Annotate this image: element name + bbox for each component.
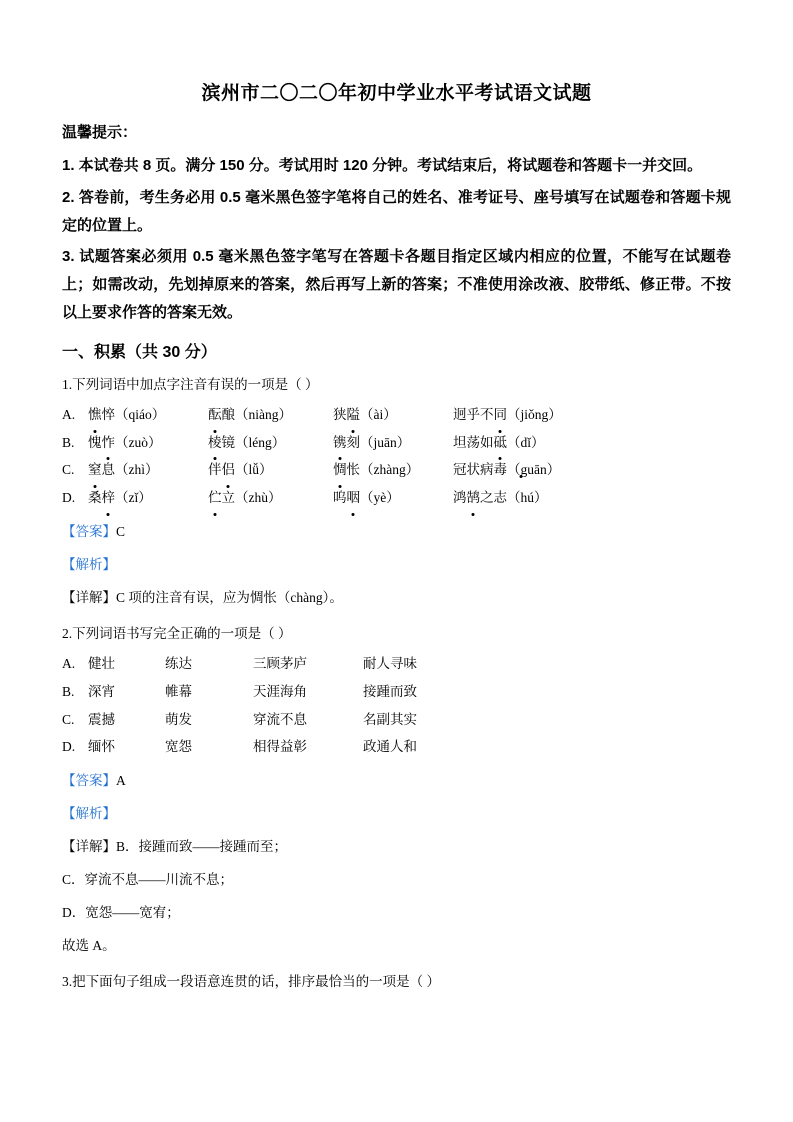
dotted-char: 鹄: [467, 484, 481, 512]
question-stem: 3.把下面句子组成一段语意连贯的话，排序最恰当的一项是（ ）: [62, 974, 440, 990]
option-post: （zuò）: [115, 434, 162, 450]
option-post: guān）: [520, 462, 561, 478]
option-row: [62, 706, 731, 734]
answer-line: [62, 518, 731, 545]
option-label: D.: [62, 739, 76, 755]
option-post: 刻（juān）: [346, 434, 411, 450]
option-item: 名副其实: [363, 711, 417, 727]
option-item: [88, 484, 208, 512]
option-item: [88, 456, 208, 484]
option-item: 帷幕: [165, 684, 192, 700]
answer-value: C: [116, 523, 126, 539]
option-pre: 坦荡如: [453, 434, 494, 450]
option-item: [453, 401, 562, 429]
option-item: 健壮: [88, 656, 115, 672]
dotted-char: 伫: [208, 484, 222, 512]
option-item: 萌发: [165, 711, 192, 727]
option-items: [88, 429, 731, 457]
option-item: [333, 429, 453, 457]
option-post: （jiǒng）: [507, 407, 562, 423]
option-item: [88, 429, 208, 457]
detail-line: 故选 A。: [62, 938, 116, 954]
answer-tag: 【答案】: [62, 773, 116, 789]
option-pre: 迥乎不: [453, 407, 494, 423]
option-item: 接踵而致: [363, 684, 417, 700]
question-stem: 1.下列词语中加点字注音有误的一项是（ ）: [62, 376, 319, 392]
option-items: [88, 706, 731, 734]
option-pre: 愧: [88, 434, 102, 450]
option-post: 息（zhì）: [101, 462, 159, 478]
dotted-char: 镌: [333, 429, 347, 457]
option-post: 镜（léng）: [221, 434, 286, 450]
option-item: [453, 429, 545, 457]
answer-line: [62, 767, 731, 794]
option-post: （zǐ）: [115, 490, 152, 506]
option-items: [88, 733, 731, 761]
option-item: 穿流不息: [253, 711, 307, 727]
option-item: 宽怨: [165, 739, 192, 755]
answer-value: A: [116, 773, 126, 789]
option-label: C.: [62, 462, 75, 478]
option-item: 深宵: [88, 684, 115, 700]
detail-line: 【详解】B．接踵而致——接踵而至；: [62, 839, 288, 855]
dotted-char: 惆: [333, 456, 347, 484]
analysis-line: [62, 551, 731, 578]
option-item: [453, 456, 560, 484]
option-row: [62, 484, 731, 512]
option-pre: 伴: [208, 462, 222, 478]
option-items: [88, 678, 731, 706]
option-pre: 狭: [333, 407, 347, 423]
option-item: 相得益彰: [253, 739, 307, 755]
option-post: 酿（niàng）: [221, 407, 292, 423]
option-label: C.: [62, 711, 75, 727]
dotted-char: 侣: [222, 456, 236, 484]
option-post: （dǐ）: [507, 434, 545, 450]
option-item: [453, 484, 548, 512]
option-row: [62, 456, 731, 484]
option-pre: 呜: [333, 490, 347, 506]
option-post: （yè）: [360, 490, 400, 506]
option-item: 震撼: [88, 711, 115, 727]
dotted-char: 砥: [494, 429, 508, 457]
option-post: （ài）: [360, 407, 397, 423]
option-post: 之志（hú）: [480, 490, 548, 506]
option-label: B.: [62, 684, 75, 700]
tip-line-2: 2. 答卷前，考生务必用 0.5 毫米黑色签字笔将自己的姓名、准考证号、座号填写在试题卷和答题卡规定的位置上。: [62, 188, 731, 234]
dotted-char: 酝: [208, 401, 222, 429]
option-label: A.: [62, 407, 76, 423]
option-item: [208, 484, 333, 512]
option-row: [62, 429, 731, 457]
dotted-char: 咽: [347, 484, 361, 512]
option-item: 耐人寻味: [363, 656, 417, 672]
dotted-char: 隘: [347, 401, 361, 429]
option-pre: 鸿: [453, 490, 467, 506]
option-row: [62, 401, 731, 429]
option-pre: 桑: [88, 490, 102, 506]
option-post: （lǚ）: [235, 462, 273, 478]
dotted-char: 窒: [88, 456, 102, 484]
dotted-char: 憔: [88, 401, 102, 429]
option-row: [62, 650, 731, 678]
option-item: [333, 484, 453, 512]
option-item: [88, 401, 208, 429]
option-item: 缅怀: [88, 739, 115, 755]
option-item: [333, 401, 453, 429]
dotted-char: 同: [494, 401, 508, 429]
option-post: 悴（qiáo）: [101, 407, 166, 423]
dotted-char: 梓: [102, 484, 116, 512]
option-item: [208, 401, 333, 429]
option-item: [208, 429, 333, 457]
tip-line-1: 1. 本试卷共 8 页。满分 150 分。考试用时 120 分钟。考试结束后，将试题卷和答题卡一并交回。: [62, 157, 703, 174]
option-items: [88, 484, 731, 512]
option-items: [88, 650, 731, 678]
analysis-tag: 【解析】: [62, 806, 116, 822]
question-stem: 2.下列词语书写完全正确的一项是（ ）: [62, 625, 292, 641]
option-pre: 冠状病毒（: [453, 462, 521, 478]
section-heading: 一、积累（共 30 分）: [62, 343, 217, 361]
detail-line: C．穿流不息——川流不息；: [62, 872, 234, 888]
option-row: [62, 733, 731, 761]
option-item: 政通人和: [363, 739, 417, 755]
option-item: 练达: [165, 656, 192, 672]
page-title: 滨州市二〇二〇年初中学业水平考试语文试题: [201, 83, 592, 104]
analysis-tag: 【解析】: [62, 556, 116, 572]
analysis-line: [62, 800, 731, 827]
option-item: [333, 456, 453, 484]
dotted-char: 棱: [208, 429, 222, 457]
option-items: [88, 456, 731, 484]
option-post: 怅（zhàng）: [346, 462, 420, 478]
option-label: B.: [62, 434, 75, 450]
tips-heading: 温馨提示：: [62, 124, 138, 141]
option-item: [208, 456, 333, 484]
option-row: [62, 678, 731, 706]
dotted-char: 怍: [102, 429, 116, 457]
option-post: 立（zhù）: [221, 490, 282, 506]
answer-tag: 【答案】: [62, 523, 116, 539]
detail-line: D．宽怨——宽宥；: [62, 905, 180, 921]
option-label: D.: [62, 490, 76, 506]
option-item: 三顾茅庐: [253, 656, 307, 672]
option-item: 天涯海角: [253, 684, 307, 700]
option-label: A.: [62, 656, 76, 672]
tip-line-3: 3. 试题答案必须用 0.5 毫米黑色签字笔写在答题卡各题目指定区域内相应的位置，不能写在试题卷上；如需改动，先划掉原来的答案，然后再写上新的答案；不准使用涂改液、胶带纸、修正带。不按以上要求作答的答案无效。: [62, 248, 731, 321]
option-items: [88, 401, 731, 429]
detail-line: 【详解】C 项的注音有误，应为惆怅（chàng）。: [62, 589, 343, 605]
